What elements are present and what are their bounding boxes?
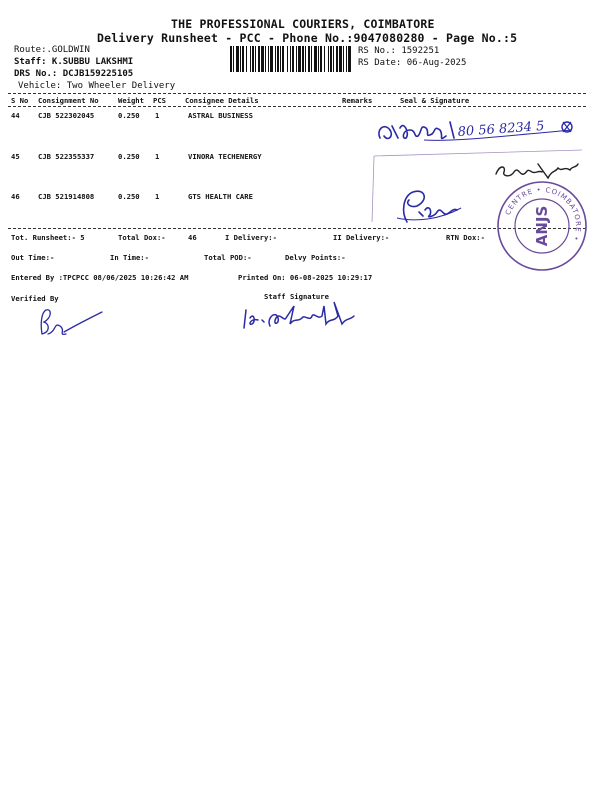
row-45-consignment: CJB 522355337 (38, 152, 95, 161)
row-46-consignment: CJB 521914808 (38, 192, 95, 201)
row-46-sno: 46 (11, 192, 20, 201)
row-46-pcs: 1 (155, 192, 160, 201)
row-44-weight: 0.250 (118, 111, 140, 120)
runsheet-subtitle: Delivery Runsheet - PCC - Phone No.:9047080280 - Page No.:5 (97, 31, 518, 45)
vehicle-label: Vehicle: Two Wheeler Delivery (18, 81, 176, 91)
total-dox-value: 46 (188, 233, 197, 242)
drs-number: DRS No.: DCJB159225105 (14, 69, 134, 79)
row-46-consignee: GTS HEALTH CARE (188, 192, 253, 201)
in-time: In Time:- (110, 253, 149, 262)
total-runsheet: Tot. Runsheet:- 5 (11, 233, 85, 242)
table-top-rule (8, 93, 586, 94)
i-delivery: I Delivery:- (225, 233, 277, 242)
printed-on: Printed On: 06-08-2025 10:29:17 (238, 273, 373, 282)
row-45-sno: 45 (11, 152, 20, 161)
col-pcs: PCS (153, 96, 166, 105)
row-44-pcs: 1 (155, 111, 160, 120)
stamp-box-marks (372, 146, 592, 226)
row-44-consignee: ASTRAL BUSINESS (188, 111, 253, 120)
row-45-pcs: 1 (155, 152, 160, 161)
row-45-consignee: VINORA TECHENERGY (188, 152, 262, 161)
barcode-icon (230, 46, 354, 72)
out-time: Out Time:- (11, 253, 55, 262)
row-44-sno: 44 (11, 111, 20, 120)
row-46-weight: 0.250 (118, 192, 140, 201)
stamp-center-text: ANJS (533, 205, 551, 247)
rs-number: RS No.: 1592251 (358, 46, 440, 56)
col-remarks: Remarks (342, 96, 373, 105)
staff-signature-label: Staff Signature (264, 292, 329, 301)
staff-signature (238, 298, 368, 332)
stamp-ring-text: CENTRE • COIMBATORE • (504, 185, 583, 243)
company-title: THE PROFESSIONAL COURIERS, COIMBATORE (171, 17, 435, 31)
total-dox-label: Total Dox:- (118, 233, 166, 242)
col-sno: S No (11, 96, 29, 105)
entered-by: Entered By :TPCPCC 08/06/2025 10:26:42 AM (11, 273, 189, 282)
verified-signature (36, 306, 106, 340)
route-label: Route:.GOLDWIN (14, 45, 90, 55)
col-consignment: Consignment No (38, 96, 99, 105)
ii-delivery: II Delivery:- (333, 233, 390, 242)
col-weight: Weight (118, 96, 144, 105)
delvy-points: Delvy Points:- (285, 253, 346, 262)
col-seal-signature: Seal & Signature (400, 96, 470, 105)
verified-by: Verified By (11, 294, 59, 303)
rs-date: RS Date: 06-Aug-2025 (358, 58, 467, 68)
row-44-consignment: CJB 522302045 (38, 111, 95, 120)
row-45-weight: 0.250 (118, 152, 140, 161)
staff-label: Staff: K.SUBBU LAKSHMI (14, 57, 134, 67)
rtn-dox: RTN Dox:- (446, 233, 485, 242)
table-header-rule (8, 106, 586, 107)
total-pod: Total POD:- (204, 253, 252, 262)
col-consignee: Consignee Details (185, 96, 259, 105)
row-44-phone-handwritten: 80 56 8234 5 (457, 118, 545, 140)
